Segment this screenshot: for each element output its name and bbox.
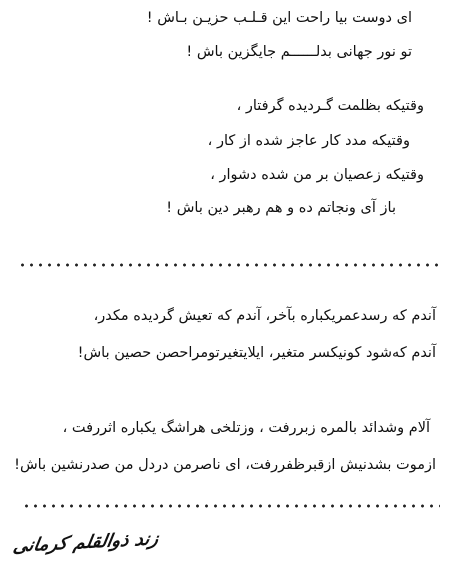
separator-dots (18, 262, 438, 268)
signature: زند ذوالقلم کرمانی (11, 528, 160, 557)
separator-dots (22, 503, 440, 509)
poem-line: وقتیکه مدد کار عاجز شده از کار ، (207, 133, 410, 149)
poem-line: آندم کەشود کونیکسر متغیر، ایلایتغیرتومراحصن حصین باش! (77, 345, 436, 361)
poem-line: ای دوست بیا راحت این قـلـب حزیـن بـاش ! (146, 10, 412, 26)
poem-line: تو نور جهانی بدلــــــم جایگزین باش ! (186, 44, 412, 60)
poem-line: آلام وشدائد بالمره زبررفت ، وزتلخی هراشگ یکباره اثررفت ، (62, 420, 430, 436)
poem-line: باز آی ونجاتم ده و هم رهبر دین باش ! (166, 200, 396, 216)
poem-line: آندم که رسدعمریکباره بآخر، آندم که تعیش گردیده مکدر، (93, 308, 436, 324)
poem-line: وقتیکه زعصیان بر من شده دشوار ، (210, 167, 424, 183)
poem-line: ازموت بشدنیش ازقبرظفررفت، ای ناصرمن دردل من صدرنشین باش! (14, 457, 436, 473)
poem-line: وقتیکه بظلمت گـردیده گرفتار ، (236, 98, 424, 114)
